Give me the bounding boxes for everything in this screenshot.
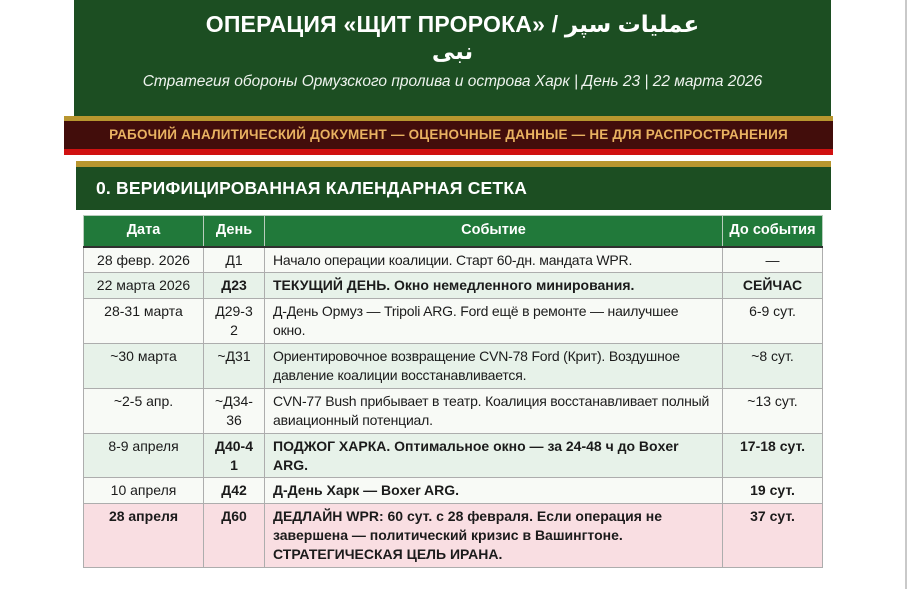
cell-event: ПОДЖОГ ХАРКА. Оптимальное окно — за 24-48 ч до Boxer ARG. — [265, 433, 723, 478]
table-row — [84, 247, 823, 273]
cell-day: ~Д31 — [204, 344, 265, 389]
cell-event: Д-День Ормуз — Tripoli ARG. Ford ещё в ремонте — наилучшее окно. — [265, 299, 723, 344]
cell-day: Д40-41 — [204, 433, 265, 478]
section-title: 0. ВЕРИФИЦИРОВАННАЯ КАЛЕНДАРНАЯ СЕТКА — [96, 178, 528, 198]
cell-event: ТЕКУЩИЙ ДЕНЬ. Окно немедленного минирования. — [265, 273, 723, 299]
window-edge-line — [905, 0, 907, 589]
timeline-table-header — [84, 216, 823, 247]
cell-date: ~30 марта — [84, 344, 204, 389]
timeline-table — [83, 215, 823, 568]
column-header-event: Событие — [265, 216, 723, 247]
cell-event: Ориентировочное возвращение CVN-78 Ford (Крит). Воздушное давление коалиции восстанавливается. — [265, 344, 723, 389]
cell-eta: СЕЙЧАС — [723, 273, 823, 299]
cell-date: 28 апреля — [84, 504, 204, 568]
cell-day: Д29-32 — [204, 299, 265, 344]
cell-event: Начало операции коалиции. Старт 60-дн. мандата WPR. — [265, 247, 723, 273]
table-row — [84, 433, 823, 478]
table-row — [84, 504, 823, 568]
column-header-date: Дата — [84, 216, 204, 247]
cell-eta: — — [723, 247, 823, 273]
cell-event: CVN-77 Bush прибывает в театр. Коалиция восстанавливает полный авиационный потенциал. — [265, 388, 723, 433]
cell-event: Д-День Харк — Boxer ARG. — [265, 478, 723, 504]
warning-banner — [64, 116, 833, 155]
table-row — [84, 388, 823, 433]
cell-eta: ~13 сут. — [723, 388, 823, 433]
timeline-table-body — [84, 247, 823, 568]
column-header-eta: До события — [723, 216, 823, 247]
section-header — [76, 161, 831, 210]
page-title-line-1: ОПЕРАЦИЯ «ЩИТ ПРОРОКА» / عملیات سپر — [205, 11, 700, 37]
cell-eta: 6-9 сут. — [723, 299, 823, 344]
page-subtitle: Стратегия обороны Ормузского пролива и острова Харк | День 23 | 22 марта 2026 — [142, 73, 763, 90]
table-row — [84, 273, 823, 299]
cell-date: 28 февр. 2026 — [84, 247, 204, 273]
warning-text: РАБОЧИЙ АНАЛИТИЧЕСКИЙ ДОКУМЕНТ — ОЦЕНОЧНЫЕ ДАННЫЕ — НЕ ДЛЯ РАСПРОСТРАНЕНИЯ — [109, 127, 788, 142]
page-title-line-2: نبی — [431, 38, 474, 64]
hero-banner — [74, 0, 831, 116]
cell-day: Д42 — [204, 478, 265, 504]
column-header-day: День — [204, 216, 265, 247]
cell-date: 10 апреля — [84, 478, 204, 504]
cell-eta: 37 сут. — [723, 504, 823, 568]
table-row — [84, 478, 823, 504]
table-row — [84, 344, 823, 389]
cell-day: Д23 — [204, 273, 265, 299]
cell-day: Д1 — [204, 247, 265, 273]
cell-date: 22 марта 2026 — [84, 273, 204, 299]
cell-event: ДЕДЛАЙН WPR: 60 сут. с 28 февраля. Если операция не завершена — политический кризис в Вашингтоне. СТРАТЕГИЧЕСКАЯ ЦЕЛЬ ИРАНА. — [265, 504, 723, 568]
header-row — [84, 216, 823, 247]
cell-date: 28-31 марта — [84, 299, 204, 344]
cell-eta: ~8 сут. — [723, 344, 823, 389]
cell-eta: 19 сут. — [723, 478, 823, 504]
cell-eta: 17-18 сут. — [723, 433, 823, 478]
table-row — [84, 299, 823, 344]
cell-day: ~Д34-36 — [204, 388, 265, 433]
cell-day: Д60 — [204, 504, 265, 568]
cell-date: 8-9 апреля — [84, 433, 204, 478]
cell-date: ~2-5 апр. — [84, 388, 204, 433]
